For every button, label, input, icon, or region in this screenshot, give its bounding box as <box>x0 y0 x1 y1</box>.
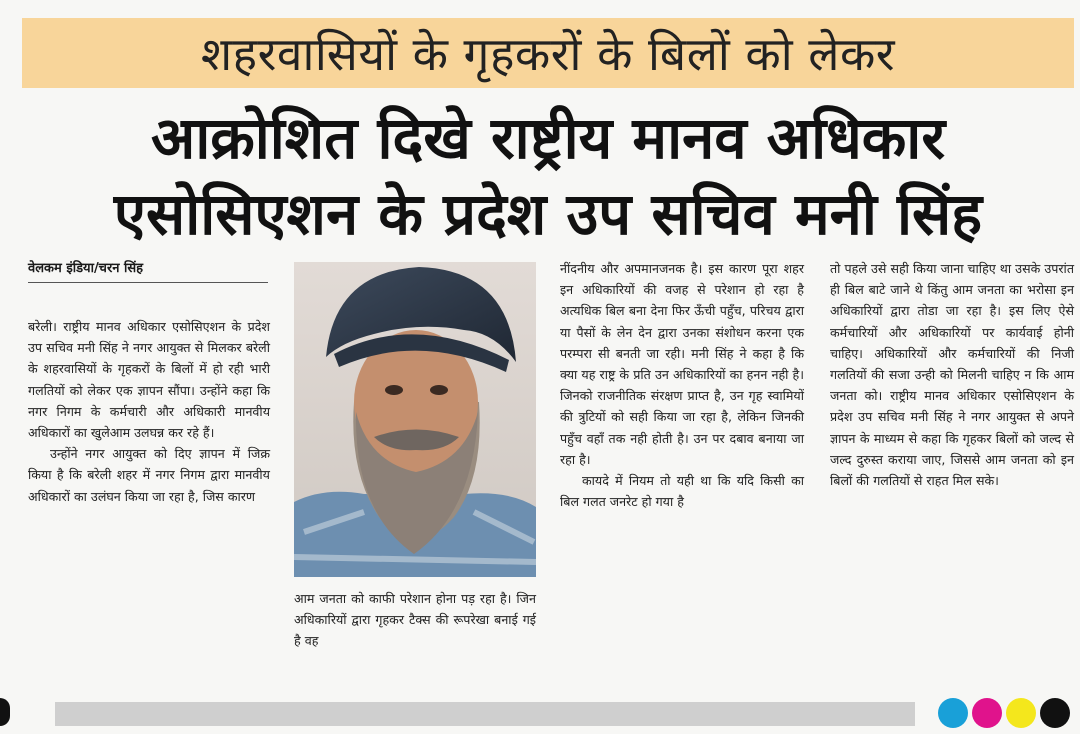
article-column-3 <box>560 258 804 512</box>
article-column-1 <box>28 316 270 507</box>
registration-dot-magenta <box>972 698 1002 728</box>
article-column-4 <box>830 258 1074 491</box>
registration-dot-black <box>1040 698 1070 728</box>
byline: वेलकम इंडिया/चरन सिंह <box>28 258 268 283</box>
kicker-text: शहरवासियों के गृहकरों के बिलों को लेकर <box>200 27 896 81</box>
paragraph: तो पहले उसे सही किया जाना चाहिए था उसके उपरांत ही बिल बाटे जाने थे किंतु आम जनता का भरोसा इन अधिकारियों द्वारा तोडा जा रहा है। इस लिए ऐसे कर्मचारियों और अधिकारियों पर कार्यवाई होनी चाहिए। अधिकारियों और कर्मचारियों की निजी गलतियों की सजा उन्ही को मिलनी चाहिए न कि आम जनता को। राष्ट्रीय मानव अधिकार एसोसिएशन के प्रदेश उप सचिव मनी सिंह ने नगर आयुक्त से अपने ज्ञापन के माध्यम से कहा कि गृहकर बिलों को जल्द से जल्द दुरुस्त कराया जाए, जिससे आम जनता को इन बिलों की गलतियों से राहत मिल सके। <box>830 261 1074 489</box>
paragraph: कायदे में नियम तो यही था कि यदि किसी का बिल गलत जनरेट हो गया है <box>560 473 804 510</box>
headline-line-2: एसोसिएशन के प्रदेश उप सचिव मनी सिंह <box>113 180 983 248</box>
portrait-icon <box>294 262 536 577</box>
registration-dot-yellow <box>1006 698 1036 728</box>
crop-mark <box>0 698 10 726</box>
paragraph: उन्होंने नगर आयुक्त को दिए ज्ञापन में जिक्र किया है कि बरेली शहर में नगर निगम द्वारा मानवीय अधिकारों का उलंघन किया जा रहा है, जिस कारण <box>28 446 270 504</box>
paragraph: आम जनता को काफी परेशान होना पड़ रहा है। जिन अधिकारियों द्वारा गृहकर टैक्स की रूपरेखा बनाई गई है वह <box>294 591 536 649</box>
kicker-banner <box>22 18 1074 88</box>
article-column-2 <box>294 588 536 652</box>
paragraph: बरेली। राष्ट्रीय मानव अधिकार एसोसिएशन के प्रदेश उप सचिव मनी सिंह ने नगर आयुक्त से मिलकर बरेली के शहरवासियों के गृहकरों के बिलों में हो रही भारी गलतियों को लेकर एक ज्ञापन सौंपा। उन्होंने कहा कि नगर निगम के कर्मचारी और अधिकारी मानवीय अधिकारों का खुलेआम उलघन्न कर रहे हैं। <box>28 319 270 441</box>
registration-dot-cyan <box>938 698 968 728</box>
headline-line-1: आक्रोशित दिखे राष्ट्रीय मानव अधिकार <box>150 104 946 172</box>
portrait-photo <box>294 262 536 577</box>
paragraph: नींदनीय और अपमानजनक है। इस कारण पूरा शहर इन अधिकारियों की वजह से परेशान हो रहा है अत्यधिक बिल बना देना फिर ऊँची पहुँच, परिचय द्वारा या पैसों के लेन देन द्वारा उनका संशोधन करना एक परम्परा सी बनती जा रही। मनी सिंह ने कहा है कि क्या यह राष्ट्र के प्रति उन अधिकारियों का हनन नही है। जिनको राजनीतिक संरक्षण प्राप्त है, उन गृह स्वामियों की त्रुटियों को सही किया जा रहा है, लेकिन जिनकी पहुँच वहाँ तक नही होती है। उन पर दबाव बनाया जा रहा है। <box>560 261 804 467</box>
print-margin-bar <box>55 702 915 726</box>
